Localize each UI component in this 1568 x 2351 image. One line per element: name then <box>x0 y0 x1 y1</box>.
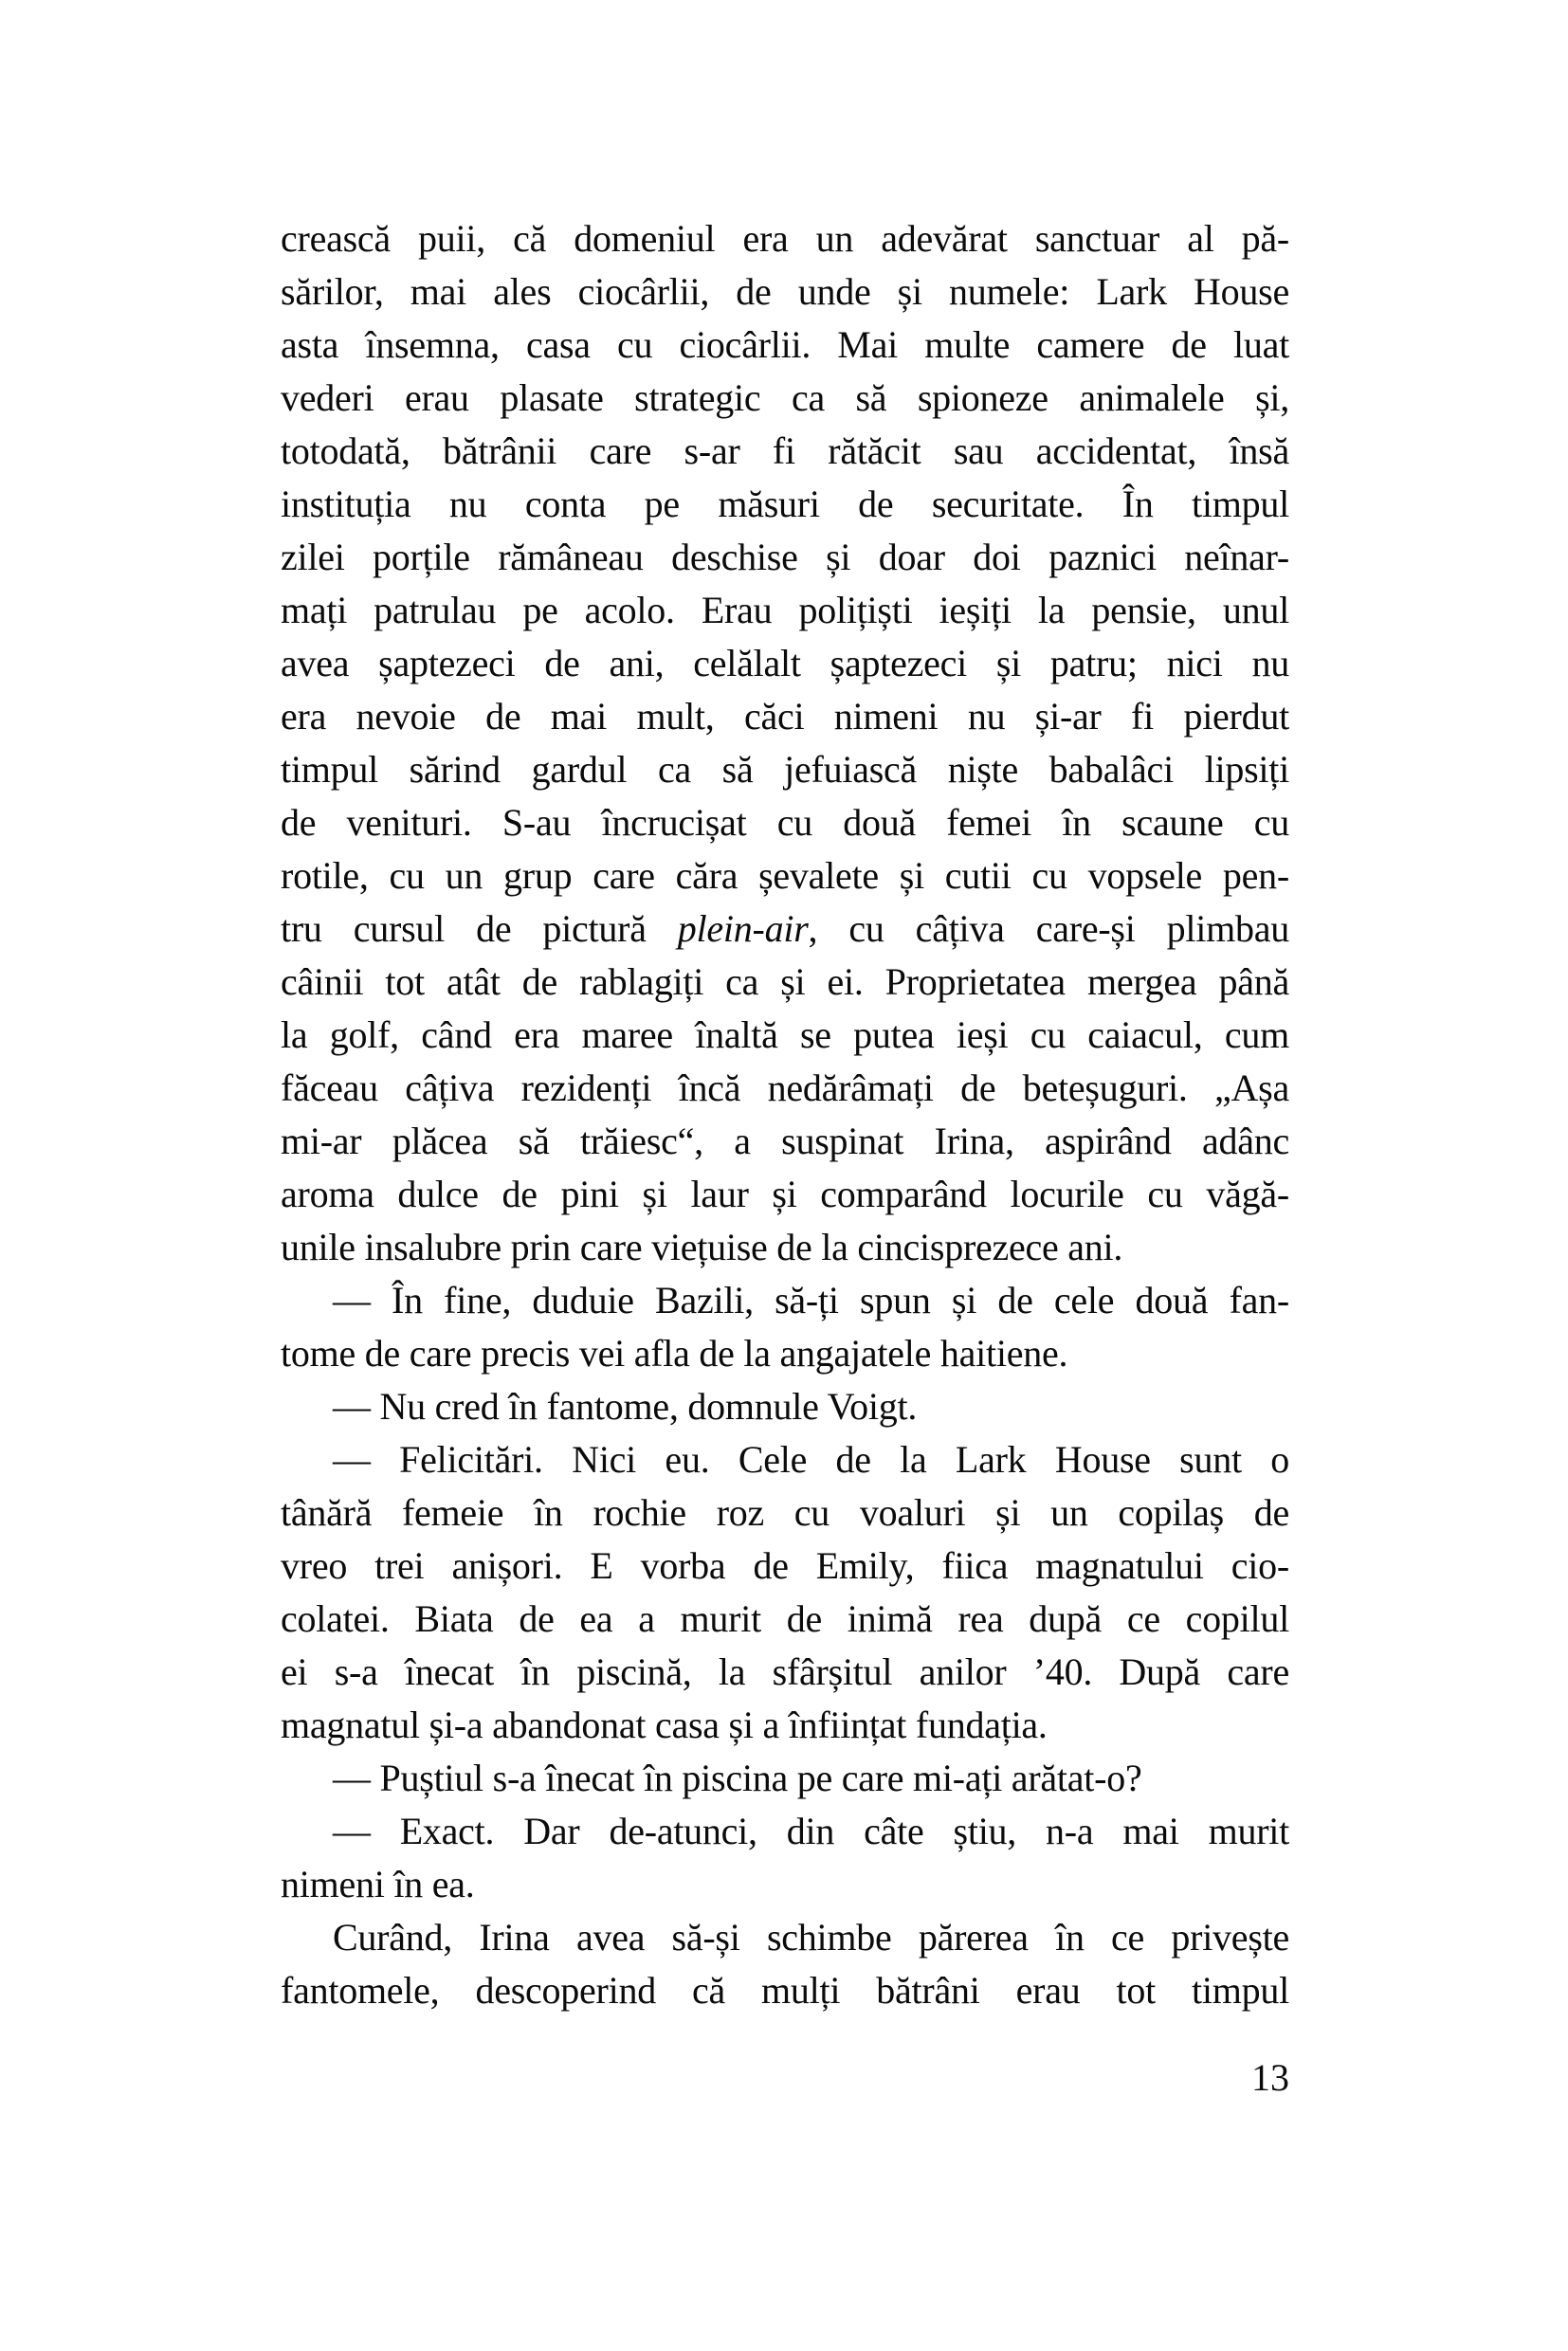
text-segment: unile insalubre prin care viețuise de la cincisprezece ani. <box>281 1226 1123 1268</box>
page-number: 13 <box>1251 2056 1289 2099</box>
text-line <box>281 1486 1289 1540</box>
text-segment: făceau câțiva rezidenți încă nedărâmați de beteșuguri. „Așa <box>281 1066 1289 1109</box>
text-line <box>281 1752 1289 1805</box>
text-line <box>281 1433 1289 1486</box>
text-line <box>281 531 1289 584</box>
text-line <box>281 212 1289 265</box>
text-segment: sărilor, mai ales ciocârlii, de unde și numele: Lark House <box>281 270 1289 313</box>
text-line <box>281 1274 1289 1327</box>
text-segment: — În fine, duduie Bazili, să-ți spun și de cele două fan- <box>333 1279 1289 1321</box>
text-segment: vreo trei anișori. E vorba de Emily, fiica magnatului cio- <box>281 1544 1289 1587</box>
text-segment: timpul sărind gardul ca să jefuiască niște babalâci lipsiți <box>281 748 1289 791</box>
text-line <box>281 743 1289 796</box>
text-segment: nimeni în ea. <box>281 1863 475 1905</box>
text-segment: ei s-a înecat în piscină, la sfârșitul anilor ’40. După care <box>281 1650 1289 1693</box>
text-line <box>281 690 1289 743</box>
text-segment: tânără femeie în rochie roz cu voaluri și un copilaș de <box>281 1491 1289 1534</box>
text-line <box>281 478 1289 531</box>
text-segment: era nevoie de mai mult, căci nimeni nu și-ar fi pierdut <box>281 695 1289 738</box>
text-line <box>281 1221 1289 1274</box>
text-segment: tome de care precis vei afla de la angajatele haitiene. <box>281 1332 1068 1375</box>
text-line <box>281 1380 1289 1433</box>
text-segment: rotile, cu un grup care căra șevalete și cutii cu vopsele pen- <box>281 854 1289 897</box>
text-line <box>281 1911 1289 1964</box>
text-line <box>281 1646 1289 1699</box>
text-line <box>281 956 1289 1009</box>
page-text <box>281 212 1289 2017</box>
text-segment: vederi erau plasate strategic ca să spioneze animalele și, <box>281 376 1289 419</box>
text-segment: — Puștiul s-a înecat în piscina pe care mi-ați arătat-o? <box>333 1757 1142 1799</box>
text-segment: zilei porțile rămâneau deschise și doar doi paznici neînar- <box>281 536 1289 578</box>
text-line <box>281 319 1289 372</box>
text-segment: fantomele, descoperind că mulți bătrâni erau tot timpul <box>281 1969 1289 2012</box>
text-line <box>281 265 1289 319</box>
text-line <box>281 902 1289 956</box>
text-line <box>281 1593 1289 1646</box>
text-segment: instituția nu conta pe măsuri de securitate. În timpul <box>281 483 1289 525</box>
text-line <box>281 1009 1289 1062</box>
text-segment: — Nu cred în fantome, domnule Voigt. <box>333 1385 918 1428</box>
text-segment: Curând, Irina avea să-și schimbe părerea în ce privește <box>333 1916 1289 1959</box>
text-segment: câinii tot atât de rablagiți ca și ei. Proprietatea mergea până <box>281 960 1289 1003</box>
text-line <box>281 849 1289 902</box>
text-line <box>281 637 1289 690</box>
italic-phrase: plein-air <box>677 907 809 950</box>
text-segment: totodată, bătrânii care s-ar fi rătăcit sau accidentat, însă <box>281 429 1289 472</box>
text-line <box>281 584 1289 637</box>
text-segment: de venituri. S-au încrucișat cu două femei în scaune cu <box>281 801 1289 844</box>
text-segment: — Felicitări. Nici eu. Cele de la Lark House sunt o <box>333 1438 1289 1481</box>
text-segment: tru cursul de pictură <box>281 907 678 950</box>
text-segment: — Exact. Dar de-atunci, din câte știu, n-a mai murit <box>333 1810 1289 1852</box>
text-line <box>281 1062 1289 1115</box>
text-line <box>281 796 1289 849</box>
text-line <box>281 1168 1289 1221</box>
text-segment: la golf, când era maree înaltă se putea ieși cu caiacul, cum <box>281 1013 1289 1056</box>
text-segment: mați patrulau pe acolo. Erau polițiști ieșiți la pensie, unul <box>281 589 1289 631</box>
text-line <box>281 1540 1289 1593</box>
text-segment: avea șaptezeci de ani, celălalt șaptezeci și patru; nici nu <box>281 642 1289 684</box>
text-segment: magnatul și-a abandonat casa și a înființat fundația. <box>281 1704 1048 1746</box>
text-segment: crească puii, că domeniul era un adevărat sanctuar al pă- <box>281 217 1289 260</box>
text-line <box>281 425 1289 478</box>
text-segment: asta însemna, casa cu ciocârlii. Mai multe camere de luat <box>281 323 1289 366</box>
text-line <box>281 1858 1289 1911</box>
text-line <box>281 372 1289 425</box>
text-segment: mi-ar plăcea să trăiesc“, a suspinat Irina, aspirând adânc <box>281 1120 1289 1162</box>
text-segment: , cu câțiva care-și plimbau <box>808 907 1289 950</box>
text-line <box>281 1327 1289 1380</box>
text-line <box>281 1805 1289 1858</box>
text-line <box>281 1964 1289 2017</box>
text-segment: colatei. Biata de ea a murit de inimă rea după ce copilul <box>281 1597 1289 1640</box>
text-segment: aroma dulce de pini și laur și comparând locurile cu văgă- <box>281 1173 1289 1215</box>
text-line <box>281 1699 1289 1752</box>
text-line <box>281 1115 1289 1168</box>
